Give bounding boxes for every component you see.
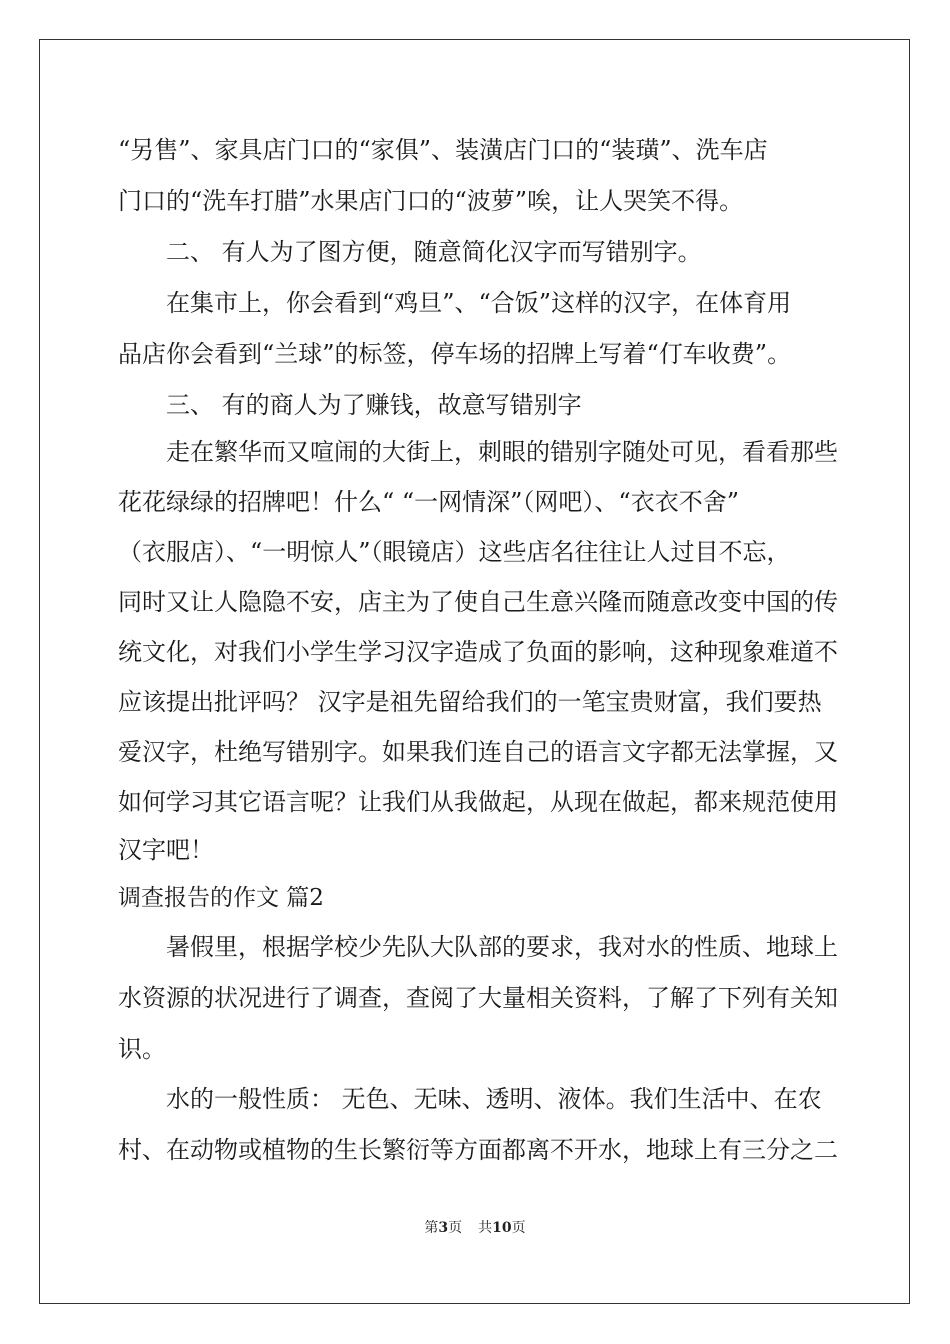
page-number-suffix: 页 [448,1220,463,1236]
page-number-prefix: 第 [424,1220,439,1236]
text-line: 应该提出批评吗？ 汉字是祖先留给我们的一笔宝贵财富，我们要热 [118,688,822,716]
text-line: 在集市上，你会看到“鸡旦”、“合饭”这样的汉字，在体育用 [166,289,792,317]
total-pages-number: 10 [492,1220,512,1236]
text-line: 花花绿绿的招牌吧！什么“ “一网情深”（网吧）、“衣衣不舍” [118,488,739,516]
text-line: 品店你会看到“兰球”的标签，停车场的招牌上写着“仃车收费”。 [118,340,792,368]
section-heading: 三、 有的商人为了赚钱，故意写错别字 [166,391,582,419]
text-line: 爱汉字，杜绝写错别字。如果我们连自己的语言文字都无法掌握，又 [118,738,838,766]
page-footer [0,1218,950,1238]
text-line: “另售”、家具店门口的“家俱”、装潢店门口的“装璜”、洗车店 [118,136,768,164]
text-line: 识。 [118,1035,166,1063]
current-page-number: 3 [438,1220,449,1236]
text-line: （衣服店）、“一明惊人”（眼镜店）这些店名往往让人过目不忘， [118,538,791,566]
text-line: 水资源的状况进行了调查，查阅了大量相关资料，了解了下列有关知 [118,984,838,1012]
text-line: 如何学习其它语言呢？让我们从我做起，从现在做起，都来规范使用 [118,788,838,816]
text-line: 统文化，对我们小学生学习汉字造成了负面的影响，这种现象难道不 [118,638,838,666]
article-title: 调查报告的作文 篇2 [118,885,324,911]
total-pages-suffix: 页 [511,1220,526,1236]
total-pages-prefix: 共 [478,1220,493,1236]
text-line: 门口的“洗车打腊”水果店门口的“波萝”唉，让人哭笑不得。 [118,187,744,215]
text-line: 村、在动物或植物的生长繁衍等方面都离不开水，地球上有三分之二 [118,1136,838,1164]
text-line: 水的一般性质： 无色、无味、透明、液体。我们生活中、在农 [166,1085,822,1113]
text-line: 暑假里，根据学校少先队大队部的要求，我对水的性质、地球上 [166,933,838,961]
text-line: 同时又让人隐隐不安，店主为了使自己生意兴隆而随意改变中国的传 [118,588,838,616]
text-line: 走在繁华而又喧闹的大街上，刺眼的错别字随处可见，看看那些 [166,438,838,466]
text-line: 汉字吧！ [118,836,214,864]
section-heading: 二、 有人为了图方便，随意简化汉字而写错别字。 [166,238,702,266]
